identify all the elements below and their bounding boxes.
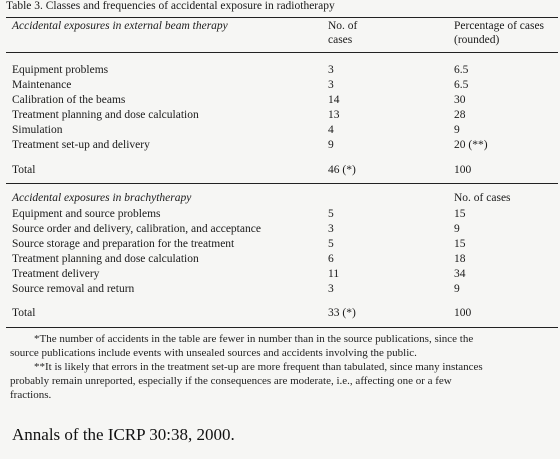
- row-cases: 6: [328, 253, 334, 265]
- brachy-col-header: No. of cases: [454, 192, 511, 204]
- row-percentage: 20 (**): [454, 139, 488, 151]
- row-percentage: 6.5: [454, 79, 469, 91]
- row-label: Source removal and return: [12, 283, 135, 295]
- col-cases-header-line2: cases: [328, 34, 353, 46]
- section-rule: [6, 183, 558, 184]
- col-percentage-header-line2: (rounded): [454, 34, 500, 46]
- total-percentage: 100: [454, 307, 472, 319]
- row-label: Treatment delivery: [12, 268, 100, 280]
- row-percentage: 34: [454, 268, 466, 280]
- row-cases: 5: [328, 238, 334, 250]
- row-percentage: 9: [454, 223, 460, 235]
- row-label: Treatment planning and dose calculation: [12, 109, 199, 121]
- row-label: Maintenance: [12, 79, 72, 91]
- footnote-2-line1: **It is likely that errors in the treatment set-up are more frequent than tabulated, since many instances: [34, 361, 483, 373]
- col-percentage-header-line1: Percentage of cases: [454, 20, 545, 32]
- col-cases-header-line1: No. of: [328, 20, 358, 32]
- footnote-1-line1: *The number of accidents in the table are fewer in number than in the source publications, since the: [34, 333, 474, 345]
- row-percentage: 28: [454, 109, 466, 121]
- header-rule: [6, 52, 558, 53]
- total-percentage: 100: [454, 164, 472, 176]
- table-caption: Table 3. Classes and frequencies of accidental exposure in radiotherapy: [6, 0, 335, 12]
- brachy-section-header: Accidental exposures in brachytherapy: [12, 192, 192, 204]
- row-label: Equipment problems: [12, 64, 109, 76]
- row-label: Equipment and source problems: [12, 208, 161, 220]
- row-cases: 3: [328, 223, 334, 235]
- row-cases: 14: [328, 94, 340, 106]
- row-cases: 9: [328, 139, 334, 151]
- row-label: Simulation: [12, 124, 63, 136]
- row-label: Source order and delivery, calibration, and acceptance: [12, 223, 261, 235]
- row-cases: 5: [328, 208, 334, 220]
- total-label: Total: [12, 307, 36, 319]
- row-cases: 3: [328, 79, 334, 91]
- row-percentage: 15: [454, 208, 466, 220]
- row-percentage: 15: [454, 238, 466, 250]
- total-label: Total: [12, 164, 36, 176]
- row-cases: 4: [328, 124, 334, 136]
- row-cases: 3: [328, 64, 334, 76]
- row-percentage: 6.5: [454, 64, 469, 76]
- total-cases: 46 (*): [328, 164, 356, 176]
- row-percentage: 9: [454, 124, 460, 136]
- bottom-rule: [6, 327, 558, 328]
- row-label: Treatment set-up and delivery: [12, 139, 150, 151]
- source-citation: Annals of the ICRP 30:38, 2000.: [12, 425, 235, 444]
- row-percentage: 30: [454, 94, 466, 106]
- row-cases: 11: [328, 268, 340, 280]
- row-label: Calibration of the beams: [12, 94, 126, 106]
- row-cases: 13: [328, 109, 340, 121]
- row-cases: 3: [328, 283, 334, 295]
- row-percentage: 18: [454, 253, 466, 265]
- total-cases: 33 (*): [328, 307, 356, 319]
- top-rule: [6, 17, 558, 18]
- footnote-2-line3: fractions.: [10, 389, 52, 401]
- row-label: Treatment planning and dose calculation: [12, 253, 199, 265]
- footnote-2-line2: probably remain unreported, especially if the consequences are moderate, i.e., affecting one or a few: [10, 375, 452, 387]
- row-percentage: 9: [454, 283, 460, 295]
- footnote-1-line2: source publications include events with unsealed sources and accidents involving the public.: [10, 347, 417, 359]
- row-label: Source storage and preparation for the treatment: [12, 238, 235, 250]
- external-section-header: Accidental exposures in external beam therapy: [12, 20, 228, 32]
